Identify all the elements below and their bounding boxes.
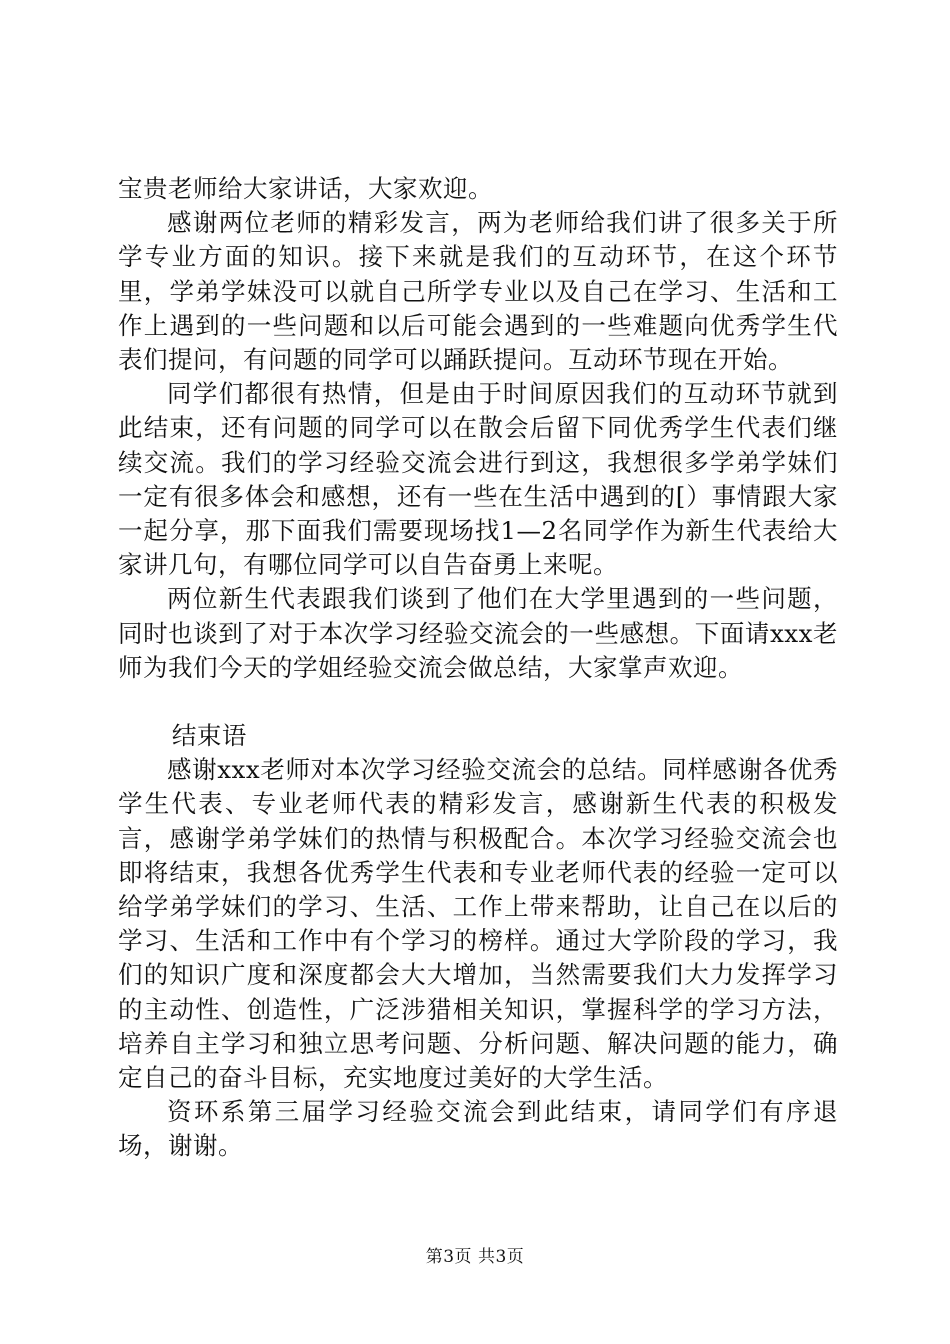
- section-heading: 结束语: [171, 721, 247, 751]
- page-number-footer: 第3页 共3页: [425, 1247, 525, 1267]
- paragraph-gap: [118, 685, 838, 719]
- paragraph-closing-end: 资环系第三届学习经验交流会到此结束，请同学们有序退场，谢谢。: [118, 1097, 838, 1161]
- paragraph-closing-thanks: 感谢xxx老师对本次学习经验交流会的总结。同样感谢各优秀学生代表、专业老师代表的精彩发言，感谢新生代表的积极发言，感谢学弟学妹们的热情与积极配合。本次学习经验交流会也即将结束，我想各优秀学生代表和专业老师代表的经验一定可以给学弟学妹们的学习、生活、工作上带来帮助，让自己在以后的学习、生活和工作中有个学习的榜样。通过大学阶段的学习，我们的知识广度和深度都会大大增加，当然需要我们大力发挥学习的主动性、创造性，广泛涉猎相关知识，掌握科学的学习方法，培养自主学习和独立思考问题、分析问题、解决问题的能力，确定自己的奋斗目标，充实地度过美好的大学生活。: [118, 755, 838, 1093]
- document-body: [118, 172, 838, 1164]
- paragraph-interaction: 感谢两位老师的精彩发言，两为老师给我们讲了很多关于所学专业方面的知识。接下来就是我们的互动环节，在这个环节里，学弟学妹没可以就自己所学专业以及自己在学习、生活和工作上遇到的一些问题和以后可能会遇到的一些难题向优秀学生代表们提问，有问题的同学可以踊跃提问。互动环节现在开始。: [118, 208, 838, 375]
- paragraph-intro: 宝贵老师给大家讲话，大家欢迎。: [118, 174, 493, 203]
- paragraph-summary-invite: 两位新生代表跟我们谈到了他们在大学里遇到的一些问题，同时也谈到了对于本次学习经验交流会的一些感想。下面请xxx老师为我们今天的学姐经验交流会做总结，大家掌声欢迎。: [118, 584, 838, 682]
- paragraph-freshman-sharing: 同学们都很有热情，但是由于时间原因我们的互动环节就到此结束，还有问题的同学可以在散会后留下同优秀学生代表们继续交流。我们的学习经验交流会进行到这，我想很多学弟学妹们一定有很多体会和感想，还有一些在生活中遇到的[）事情跟大家一起分享，那下面我们需要现场找1—2名同学作为新生代表给大家讲几句，有哪位同学可以自告奋勇上来呢。: [118, 379, 838, 580]
